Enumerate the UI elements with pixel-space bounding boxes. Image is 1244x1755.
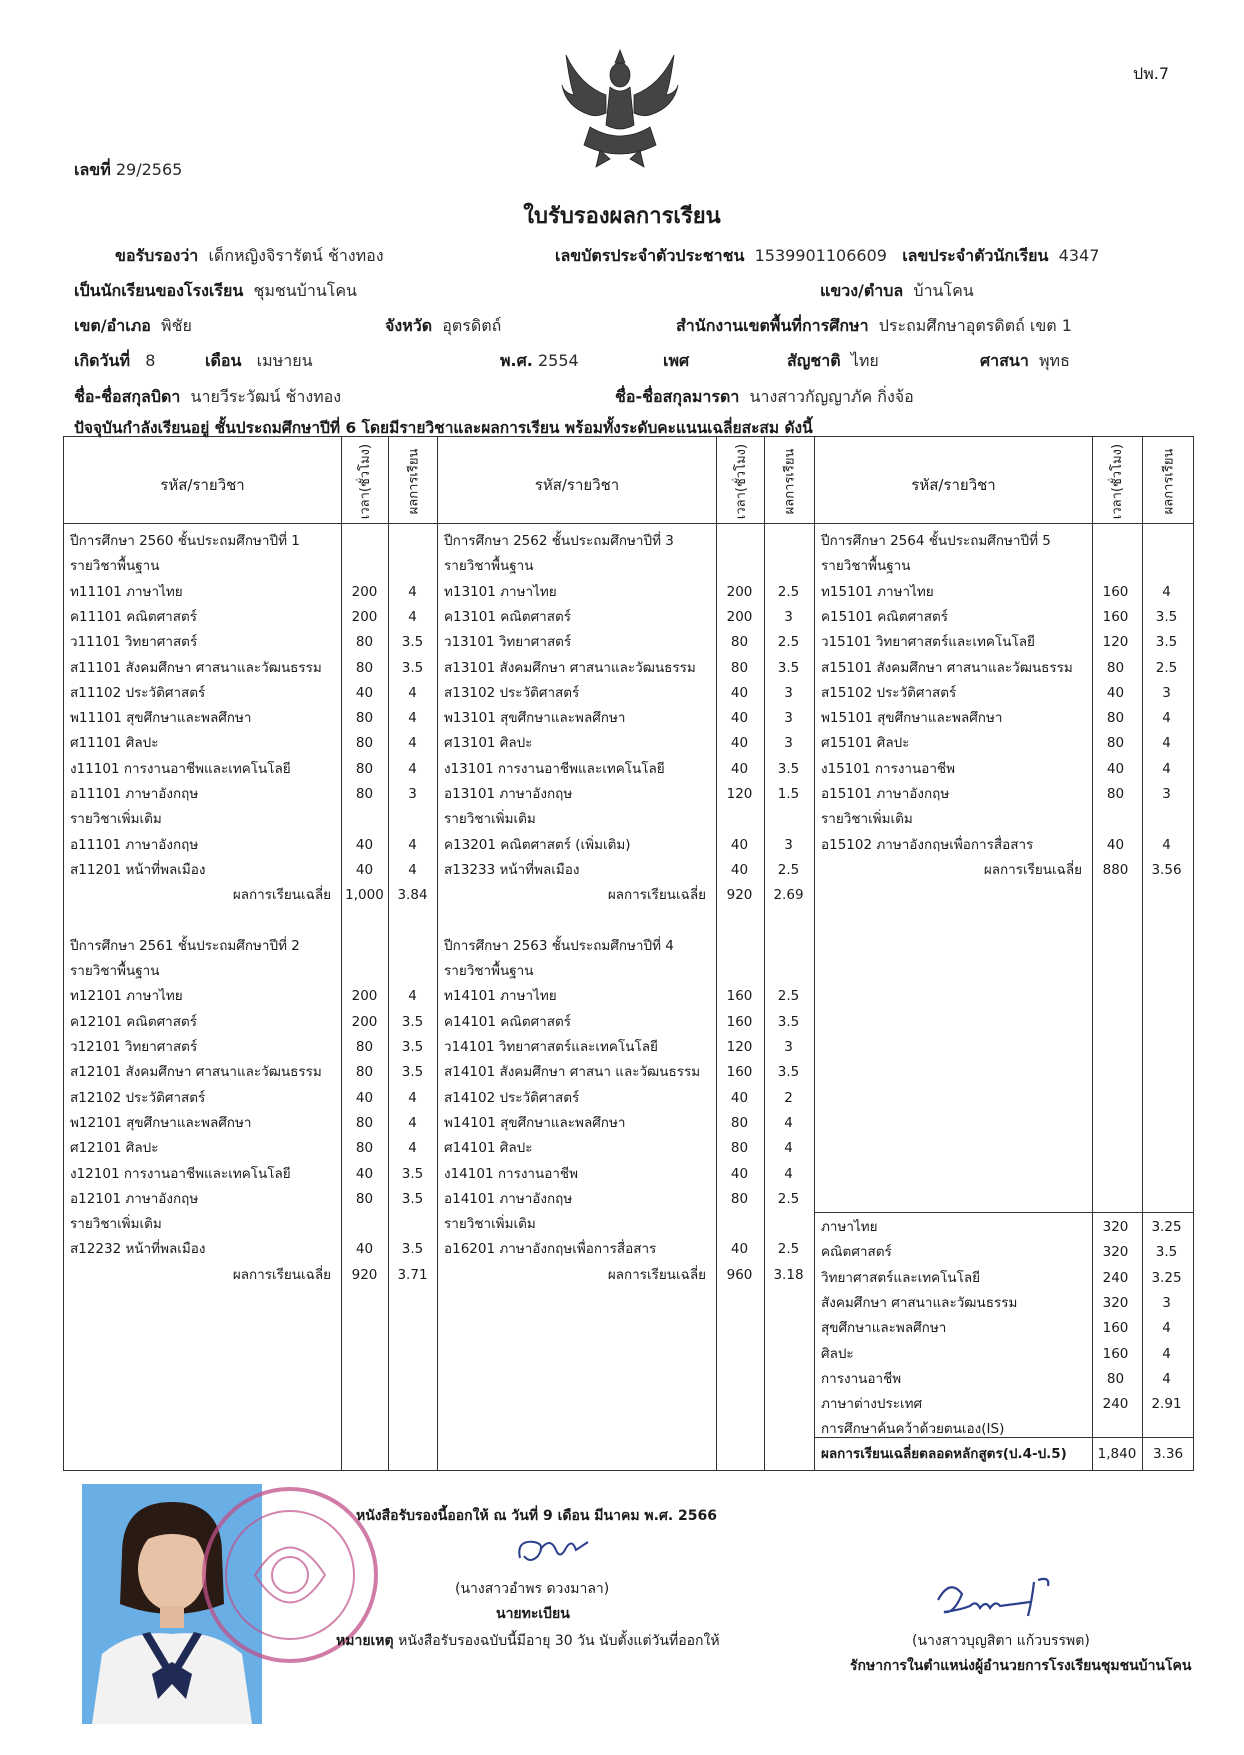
father-row: ชื่อ-ชื่อสกุลบิดา นายวีระวัฒน์ ช้างทอง [74, 387, 342, 406]
subject-cell: ส12232 หน้าที่พลเมือง [70, 1241, 206, 1258]
grade-cell: 4 [1162, 735, 1171, 752]
average-label: ผลการเรียนเฉลี่ย [983, 861, 1082, 878]
grade-cell: 4 [1162, 710, 1171, 727]
hours-cell: 80 [355, 786, 374, 802]
nationality-row: สัญชาติ ไทย [787, 351, 879, 370]
hours-cell: 1,000 [345, 887, 384, 904]
hours-cell: 200 [351, 583, 378, 600]
subject-cell: ปีการศึกษา 2561 ชั้นประถมศึกษาปีที่ 2 [70, 937, 300, 954]
subject-cell: การศึกษาค้นคว้าด้วยตนเอง(IS) [821, 1421, 1005, 1438]
hours-cell: 80 [730, 659, 749, 676]
subject-cell: ส11102 ประวัติศาสตร์ [70, 684, 206, 701]
subject-cell: อ14101 ภาษาอังกฤษ [444, 1190, 573, 1207]
subject-cell: ค14101 คณิตศาสตร์ [444, 1013, 571, 1030]
grade-cell: 3.56 [1151, 861, 1182, 878]
birth-year-row: พ.ศ. 2554 [500, 351, 579, 370]
subject-cell: ท14101 ภาษาไทย [444, 988, 557, 1005]
hours-cell: 160 [726, 1064, 753, 1081]
grade-cell: 3 [784, 735, 793, 752]
hours-cell: 160 [726, 988, 753, 1005]
hours-cell: 200 [351, 988, 378, 1005]
subject-cell: ง11101 การงานอาชีพและเทคโนโลยี [70, 760, 291, 777]
subject-cell: ศิลปะ [821, 1345, 854, 1362]
enrollment-statement: ปัจจุบันกำลังเรียนอยู่ ชั้นประถมศึกษาปีที่ 6 โดยมีรายวิชาและผลการเรียน พร้อมทั้งระดับคะแนนเฉลี่ยสะสม ดังนี้ [74, 419, 813, 437]
grade-cell: 2 [784, 1089, 793, 1106]
header-hours: เวลา(ชั่วโมง) [358, 443, 374, 519]
average-label: ผลการเรียนเฉลี่ย [232, 1266, 331, 1283]
grade-cell: 3 [408, 786, 417, 802]
average-label: ผลการเรียนเฉลี่ย [232, 887, 331, 904]
grade-cell: 4 [408, 760, 417, 777]
hours-cell: 160 [1102, 1320, 1129, 1337]
grade-cell: 4 [408, 1114, 417, 1131]
header-grade: ผลการเรียน [1161, 448, 1177, 514]
footer-note: หมายเหตุ หนังสือรับรองฉบับนี้มีอายุ 30 วัน นับตั้งแต่วันที่ออกให้ [336, 1633, 720, 1649]
grade-cell: 3.5 [1155, 608, 1178, 625]
subject-cell: รายวิชาพื้นฐาน [444, 558, 534, 575]
subdistrict-row: แขวง/ตำบล บ้านโคน [820, 281, 974, 300]
grade-cell: 4 [1162, 1320, 1171, 1337]
grade-cell: 4 [408, 1140, 417, 1157]
subject-cell: ท13101 ภาษาไทย [444, 583, 557, 600]
registrar-signature-icon [510, 1530, 600, 1570]
subject-cell: รายวิชาพื้นฐาน [70, 963, 160, 980]
hours-cell: 80 [355, 659, 374, 676]
office-row: สำนักงานเขตพื้นที่การศึกษา ประถมศึกษาอุตรดิตถ์ เขต 1 [676, 316, 1072, 335]
grade-cell: 3.25 [1151, 1269, 1182, 1286]
grades-table [63, 436, 1194, 1471]
subject-cell: ศ11101 ศิลปะ [70, 735, 159, 752]
hours-cell: 920 [726, 887, 753, 904]
grade-cell: 4 [784, 1114, 793, 1131]
subject-cell: ส11101 สังคมศึกษา ศาสนาและวัฒนธรรม [70, 659, 322, 676]
header-grade: ผลการเรียน [406, 448, 422, 514]
grade-cell: 2.5 [777, 583, 800, 600]
hours-cell: 200 [726, 608, 753, 625]
grade-cell: 2.5 [777, 1241, 800, 1258]
subject-cell: ภาษาต่างประเทศ [821, 1396, 923, 1413]
hours-cell: 880 [1102, 861, 1129, 878]
director-name: (นางสาวบุญสิตา แก้วบรรพต) [912, 1633, 1090, 1649]
header-subject: รหัส/รายวิชา [911, 476, 996, 494]
subject-cell: พ12101 สุขศึกษาและพลศึกษา [70, 1114, 252, 1131]
subject-cell: ปีการศึกษา 2563 ชั้นประถมศึกษาปีที่ 4 [444, 937, 674, 954]
overall-hours: 1,840 [1097, 1446, 1137, 1462]
subject-cell: ง12101 การงานอาชีพและเทคโนโลยี [70, 1165, 291, 1182]
subject-cell: รายวิชาพื้นฐาน [821, 558, 911, 575]
grade-cell: 4 [1162, 836, 1171, 853]
grade-cell: 1.5 [777, 786, 800, 802]
hours-cell: 80 [1106, 1370, 1125, 1387]
subject-cell: ปีการศึกษา 2562 ชั้นประถมศึกษาปีที่ 3 [444, 533, 674, 549]
subject-cell: อ16201 ภาษาอังกฤษเพื่อการสื่อสาร [444, 1241, 657, 1258]
hours-cell: 80 [355, 760, 374, 777]
hours-cell: 40 [355, 1165, 374, 1182]
document-title: ใบรับรองผลการเรียน [523, 204, 721, 229]
subject-cell: อ11101 ภาษาอังกฤษ [70, 786, 199, 802]
grade-cell: 2.5 [1155, 659, 1178, 676]
hours-cell: 160 [1102, 608, 1129, 625]
hours-cell: 240 [1102, 1269, 1129, 1286]
hours-cell: 920 [351, 1266, 378, 1283]
grade-cell: 3.5 [1155, 634, 1178, 651]
hours-cell: 40 [1106, 684, 1125, 701]
hours-cell: 80 [1106, 659, 1125, 676]
subject-cell: รายวิชาเพิ่มเติม [70, 1216, 162, 1233]
hours-cell: 80 [355, 1140, 374, 1157]
header-subject: รหัส/รายวิชา [160, 476, 245, 494]
hours-cell: 40 [355, 1241, 374, 1258]
grade-cell: 3.5 [401, 1013, 424, 1030]
hours-cell: 40 [730, 710, 749, 727]
subject-cell: ว14101 วิทยาศาสตร์และเทคโนโลยี [444, 1039, 658, 1055]
hours-cell: 80 [730, 1140, 749, 1157]
header-subject: รหัส/รายวิชา [534, 476, 620, 494]
school-name: ชุมชนบ้านโคน [253, 281, 357, 300]
hours-cell: 40 [355, 836, 374, 853]
subject-cell: ส14101 สังคมศึกษา ศาสนา และวัฒนธรรม [444, 1064, 701, 1081]
col-divider [814, 437, 815, 1470]
subject-cell: ส13102 ประวัติศาสตร์ [444, 684, 580, 701]
grade-cell: 3 [784, 836, 793, 853]
subject-cell: ค13201 คณิตศาสตร์ (เพิ่มเติม) [444, 836, 631, 853]
subject-cell: สุขศึกษาและพลศึกษา [821, 1320, 947, 1337]
subject-cell: ว11101 วิทยาศาสตร์ [70, 634, 198, 651]
col-divider [437, 437, 438, 1470]
grade-cell: 4 [408, 583, 417, 600]
grade-cell: 2.5 [777, 1190, 800, 1207]
registrar-title: นายทะเบียน [496, 1606, 570, 1622]
district-row: เขต/อำเภอ พิชัย [74, 316, 192, 335]
subject-cell: ศ15101 ศิลปะ [821, 735, 910, 752]
religion-row: ศาสนา พุทธ [980, 351, 1070, 370]
subject-cell: การงานอาชีพ [821, 1370, 902, 1387]
grade-cell: 2.69 [773, 887, 804, 904]
grade-cell: 3 [1162, 684, 1171, 701]
grade-cell: 3.5 [401, 1039, 424, 1055]
summary-top-line [814, 1212, 1193, 1213]
hours-cell: 80 [1106, 786, 1125, 802]
hours-cell: 40 [355, 684, 374, 701]
grade-cell: 3.5 [401, 634, 424, 651]
hours-cell: 80 [355, 1039, 374, 1055]
hours-cell: 80 [1106, 735, 1125, 752]
grade-cell: 4 [784, 1165, 793, 1182]
hours-cell: 960 [726, 1266, 753, 1283]
grade-cell: 2.5 [777, 988, 800, 1005]
grade-cell: 4 [1162, 583, 1171, 600]
subject-cell: ค11101 คณิตศาสตร์ [70, 608, 197, 625]
subject-cell: อ12101 ภาษาอังกฤษ [70, 1190, 199, 1207]
grade-cell: 4 [408, 608, 417, 625]
subject-cell: ท11101 ภาษาไทย [70, 583, 183, 600]
hours-cell: 320 [1102, 1294, 1129, 1311]
hours-cell: 120 [726, 786, 753, 802]
issue-statement: หนังสือรับรองนี้ออกให้ ณ วันที่ 9 เดือน มีนาคม พ.ศ. 2566 [356, 1508, 718, 1524]
grade-cell: 3 [784, 710, 793, 727]
subject-cell: ปีการศึกษา 2564 ชั้นประถมศึกษาปีที่ 5 [821, 533, 1051, 549]
hours-cell: 320 [1102, 1244, 1129, 1261]
hours-cell: 40 [730, 861, 749, 878]
subject-cell: ส14102 ประวัติศาสตร์ [444, 1089, 580, 1106]
grade-cell: 4 [408, 861, 417, 878]
hours-cell: 40 [730, 1089, 749, 1106]
subject-cell: ว13101 วิทยาศาสตร์ [444, 634, 572, 651]
grade-cell: 3 [784, 608, 793, 625]
grade-cell: 2.5 [777, 634, 800, 651]
subject-cell: ท15101 ภาษาไทย [821, 583, 934, 600]
grade-cell: 4 [408, 836, 417, 853]
sex-row: เพศ [663, 351, 690, 370]
subject-cell: รายวิชาเพิ่มเติม [821, 811, 913, 828]
hours-cell: 40 [1106, 760, 1125, 777]
grade-cell: 4 [408, 735, 417, 752]
header-hours: เวลา(ชั่วโมง) [734, 443, 750, 519]
subject-cell: รายวิชาพื้นฐาน [444, 963, 534, 980]
hours-cell: 80 [355, 735, 374, 752]
form-code: ปพ.7 [1133, 64, 1169, 83]
grade-cell: 3 [1162, 1294, 1171, 1311]
subject-cell: คณิตศาสตร์ [821, 1244, 892, 1261]
grade-cell: 3 [1162, 786, 1171, 802]
subject-cell: อ11101 ภาษาอังกฤษ [70, 836, 199, 853]
hours-cell: 160 [726, 1013, 753, 1030]
grade-cell: 2.91 [1151, 1396, 1182, 1413]
school-row: เป็นนักเรียนของโรงเรียน ชุมชนบ้านโคน [74, 281, 357, 300]
hours-cell: 80 [730, 634, 749, 651]
overall-grade: 3.36 [1152, 1446, 1184, 1462]
subject-cell: ค13101 คณิตศาสตร์ [444, 608, 571, 625]
subject-cell: ส12102 ประวัติศาสตร์ [70, 1089, 206, 1106]
grade-cell: 3.5 [777, 760, 800, 777]
subject-cell: ปีการศึกษา 2560 ชั้นประถมศึกษาปีที่ 1 [70, 533, 300, 549]
subject-cell: ค15101 คณิตศาสตร์ [821, 608, 948, 625]
hours-cell: 40 [730, 760, 749, 777]
mother-row: ชื่อ-ชื่อสกุลมารดา นางสาวกัญญาภัค กิ่งจ้อ [615, 387, 914, 406]
hours-cell: 80 [355, 634, 374, 651]
subject-cell: รายวิชาพื้นฐาน [70, 558, 160, 575]
subject-cell: ศ13101 ศิลปะ [444, 735, 533, 752]
director-signature-icon [930, 1570, 1080, 1625]
hours-cell: 40 [730, 1241, 749, 1258]
subject-cell: อ15101 ภาษาอังกฤษ [821, 786, 950, 802]
id-card-row: เลขบัตรประจำตัวประชาชน 1539901106609 เลขประจำตัวนักเรียน 4347 [555, 246, 1100, 265]
director-title: รักษาการในตำแหน่งผู้อำนวยการโรงเรียนชุมชนบ้านโคน [850, 1658, 1192, 1674]
hours-cell: 160 [1102, 583, 1129, 600]
grade-cell: 3.5 [777, 659, 800, 676]
hours-cell: 80 [730, 1114, 749, 1131]
hours-cell: 80 [355, 1190, 374, 1207]
subject-cell: ว15101 วิทยาศาสตร์และเทคโนโลยี [821, 634, 1035, 651]
hours-cell: 40 [730, 684, 749, 701]
subject-cell: ส15101 สังคมศึกษา ศาสนาและวัฒนธรรม [821, 659, 1073, 676]
registrar-name: (นางสาวอำพร ดวงมาลา) [455, 1581, 610, 1597]
hours-cell: 40 [1106, 836, 1125, 853]
header-divider [64, 523, 1193, 524]
grade-cell: 4 [1162, 760, 1171, 777]
grade-cell: 3.84 [397, 887, 428, 904]
grade-cell: 3.5 [401, 1064, 424, 1081]
grade-cell: 3.5 [401, 1241, 424, 1258]
hours-cell: 80 [1106, 710, 1125, 727]
grade-cell: 4 [1162, 1345, 1171, 1362]
subject-cell: ง15101 การงานอาชีพ [821, 760, 955, 777]
grade-cell: 3.5 [401, 659, 424, 676]
grade-cell: 4 [408, 710, 417, 727]
hours-cell: 80 [355, 710, 374, 727]
hours-cell: 120 [1102, 634, 1129, 651]
overall-label: ผลการเรียนเฉลี่ยตลอดหลักสูตร(ป.4-ป.5) [821, 1446, 1067, 1462]
subject-cell: พ15101 สุขศึกษาและพลศึกษา [821, 710, 1003, 727]
average-label: ผลการเรียนเฉลี่ย [607, 1266, 706, 1283]
hours-cell: 120 [726, 1039, 753, 1055]
hours-cell: 160 [1102, 1345, 1129, 1362]
grade-cell: 4 [408, 1089, 417, 1106]
grade-cell: 3.5 [777, 1064, 800, 1081]
subject-cell: ส13101 สังคมศึกษา ศาสนาและวัฒนธรรม [444, 659, 696, 676]
grade-cell: 3.5 [401, 1165, 424, 1182]
subject-cell: อ13101 ภาษาอังกฤษ [444, 786, 573, 802]
grade-cell: 3 [784, 684, 793, 701]
hours-cell: 40 [355, 861, 374, 878]
hours-cell: 80 [355, 1064, 374, 1081]
grade-cell: 3.5 [777, 1013, 800, 1030]
grade-cell: 4 [408, 988, 417, 1005]
student-name: เด็กหญิงจิรารัตน์ ช้างทอง [208, 246, 384, 265]
hours-cell: 200 [351, 608, 378, 625]
grade-cell: 2.5 [777, 861, 800, 878]
subject-cell: ท12101 ภาษาไทย [70, 988, 183, 1005]
hours-cell: 40 [730, 1165, 749, 1182]
hours-cell: 240 [1102, 1396, 1129, 1413]
subject-cell: พ11101 สุขศึกษาและพลศึกษา [70, 710, 252, 727]
grade-cell: 3.18 [773, 1266, 804, 1283]
hours-cell: 320 [1102, 1219, 1129, 1235]
subject-cell: รายวิชาเพิ่มเติม [444, 811, 536, 828]
certify-row: ขอรับรองว่า เด็กหญิงจิรารัตน์ ช้างทอง [115, 246, 384, 265]
subject-cell: ส11201 หน้าที่พลเมือง [70, 861, 206, 878]
subject-cell: พ13101 สุขศึกษาและพลศึกษา [444, 710, 626, 727]
subject-cell: ง13101 การงานอาชีพและเทคโนโลยี [444, 760, 665, 777]
student-number: 4347 [1058, 246, 1100, 265]
grade-cell: 3.5 [1155, 1244, 1178, 1261]
hours-cell: 40 [355, 1089, 374, 1106]
subject-cell: ส12101 สังคมศึกษา ศาสนาและวัฒนธรรม [70, 1064, 322, 1081]
subject-cell: ว12101 วิทยาศาสตร์ [70, 1039, 198, 1055]
birth-month-row: เดือน เมษายน [205, 351, 313, 370]
subject-cell: รายวิชาเพิ่มเติม [70, 811, 162, 828]
subject-cell: ส15102 ประวัติศาสตร์ [821, 684, 957, 701]
hours-cell: 200 [726, 583, 753, 600]
average-label: ผลการเรียนเฉลี่ย [607, 887, 706, 904]
grade-cell: 3 [784, 1039, 793, 1055]
hours-cell: 40 [730, 735, 749, 752]
subject-cell: อ15102 ภาษาอังกฤษเพื่อการสื่อสาร [821, 836, 1034, 853]
birth-day-row: เกิดวันที่ 8 [74, 351, 156, 370]
id-card-number: 1539901106609 [754, 246, 887, 265]
subject-cell: สังคมศึกษา ศาสนาและวัฒนธรรม [821, 1294, 1018, 1311]
grade-cell: 4 [784, 1140, 793, 1157]
grade-cell: 3.71 [397, 1266, 428, 1283]
subject-cell: ค12101 คณิตศาสตร์ [70, 1013, 197, 1030]
header-grade: ผลการเรียน [782, 448, 798, 514]
subject-cell: รายวิชาเพิ่มเติม [444, 1216, 536, 1233]
subject-cell: ภาษาไทย [821, 1219, 878, 1235]
subject-cell: ส13233 หน้าที่พลเมือง [444, 861, 580, 878]
hours-cell: 40 [730, 836, 749, 853]
header-hours: เวลา(ชั่วโมง) [1110, 443, 1126, 519]
hours-cell: 80 [730, 1190, 749, 1207]
hours-cell: 200 [351, 1013, 378, 1030]
province-row: จังหวัด อุตรดิตถ์ [385, 316, 502, 335]
grade-cell: 4 [408, 684, 417, 701]
grade-cell: 3.25 [1151, 1219, 1182, 1235]
doc-number: เลขที่ 29/2565 [74, 160, 183, 179]
subject-cell: ง14101 การงานอาชีพ [444, 1165, 578, 1182]
garuda-emblem-icon [560, 45, 680, 170]
subject-cell: พ14101 สุขศึกษาและพลศึกษา [444, 1114, 626, 1131]
grade-cell: 3.5 [401, 1190, 424, 1207]
subject-cell: ศ12101 ศิลปะ [70, 1140, 159, 1157]
subject-cell: ศ14101 ศิลปะ [444, 1140, 533, 1157]
grade-cell: 4 [1162, 1370, 1171, 1387]
subject-cell: วิทยาศาสตร์และเทคโนโลยี [821, 1269, 981, 1286]
hours-cell: 80 [355, 1114, 374, 1131]
